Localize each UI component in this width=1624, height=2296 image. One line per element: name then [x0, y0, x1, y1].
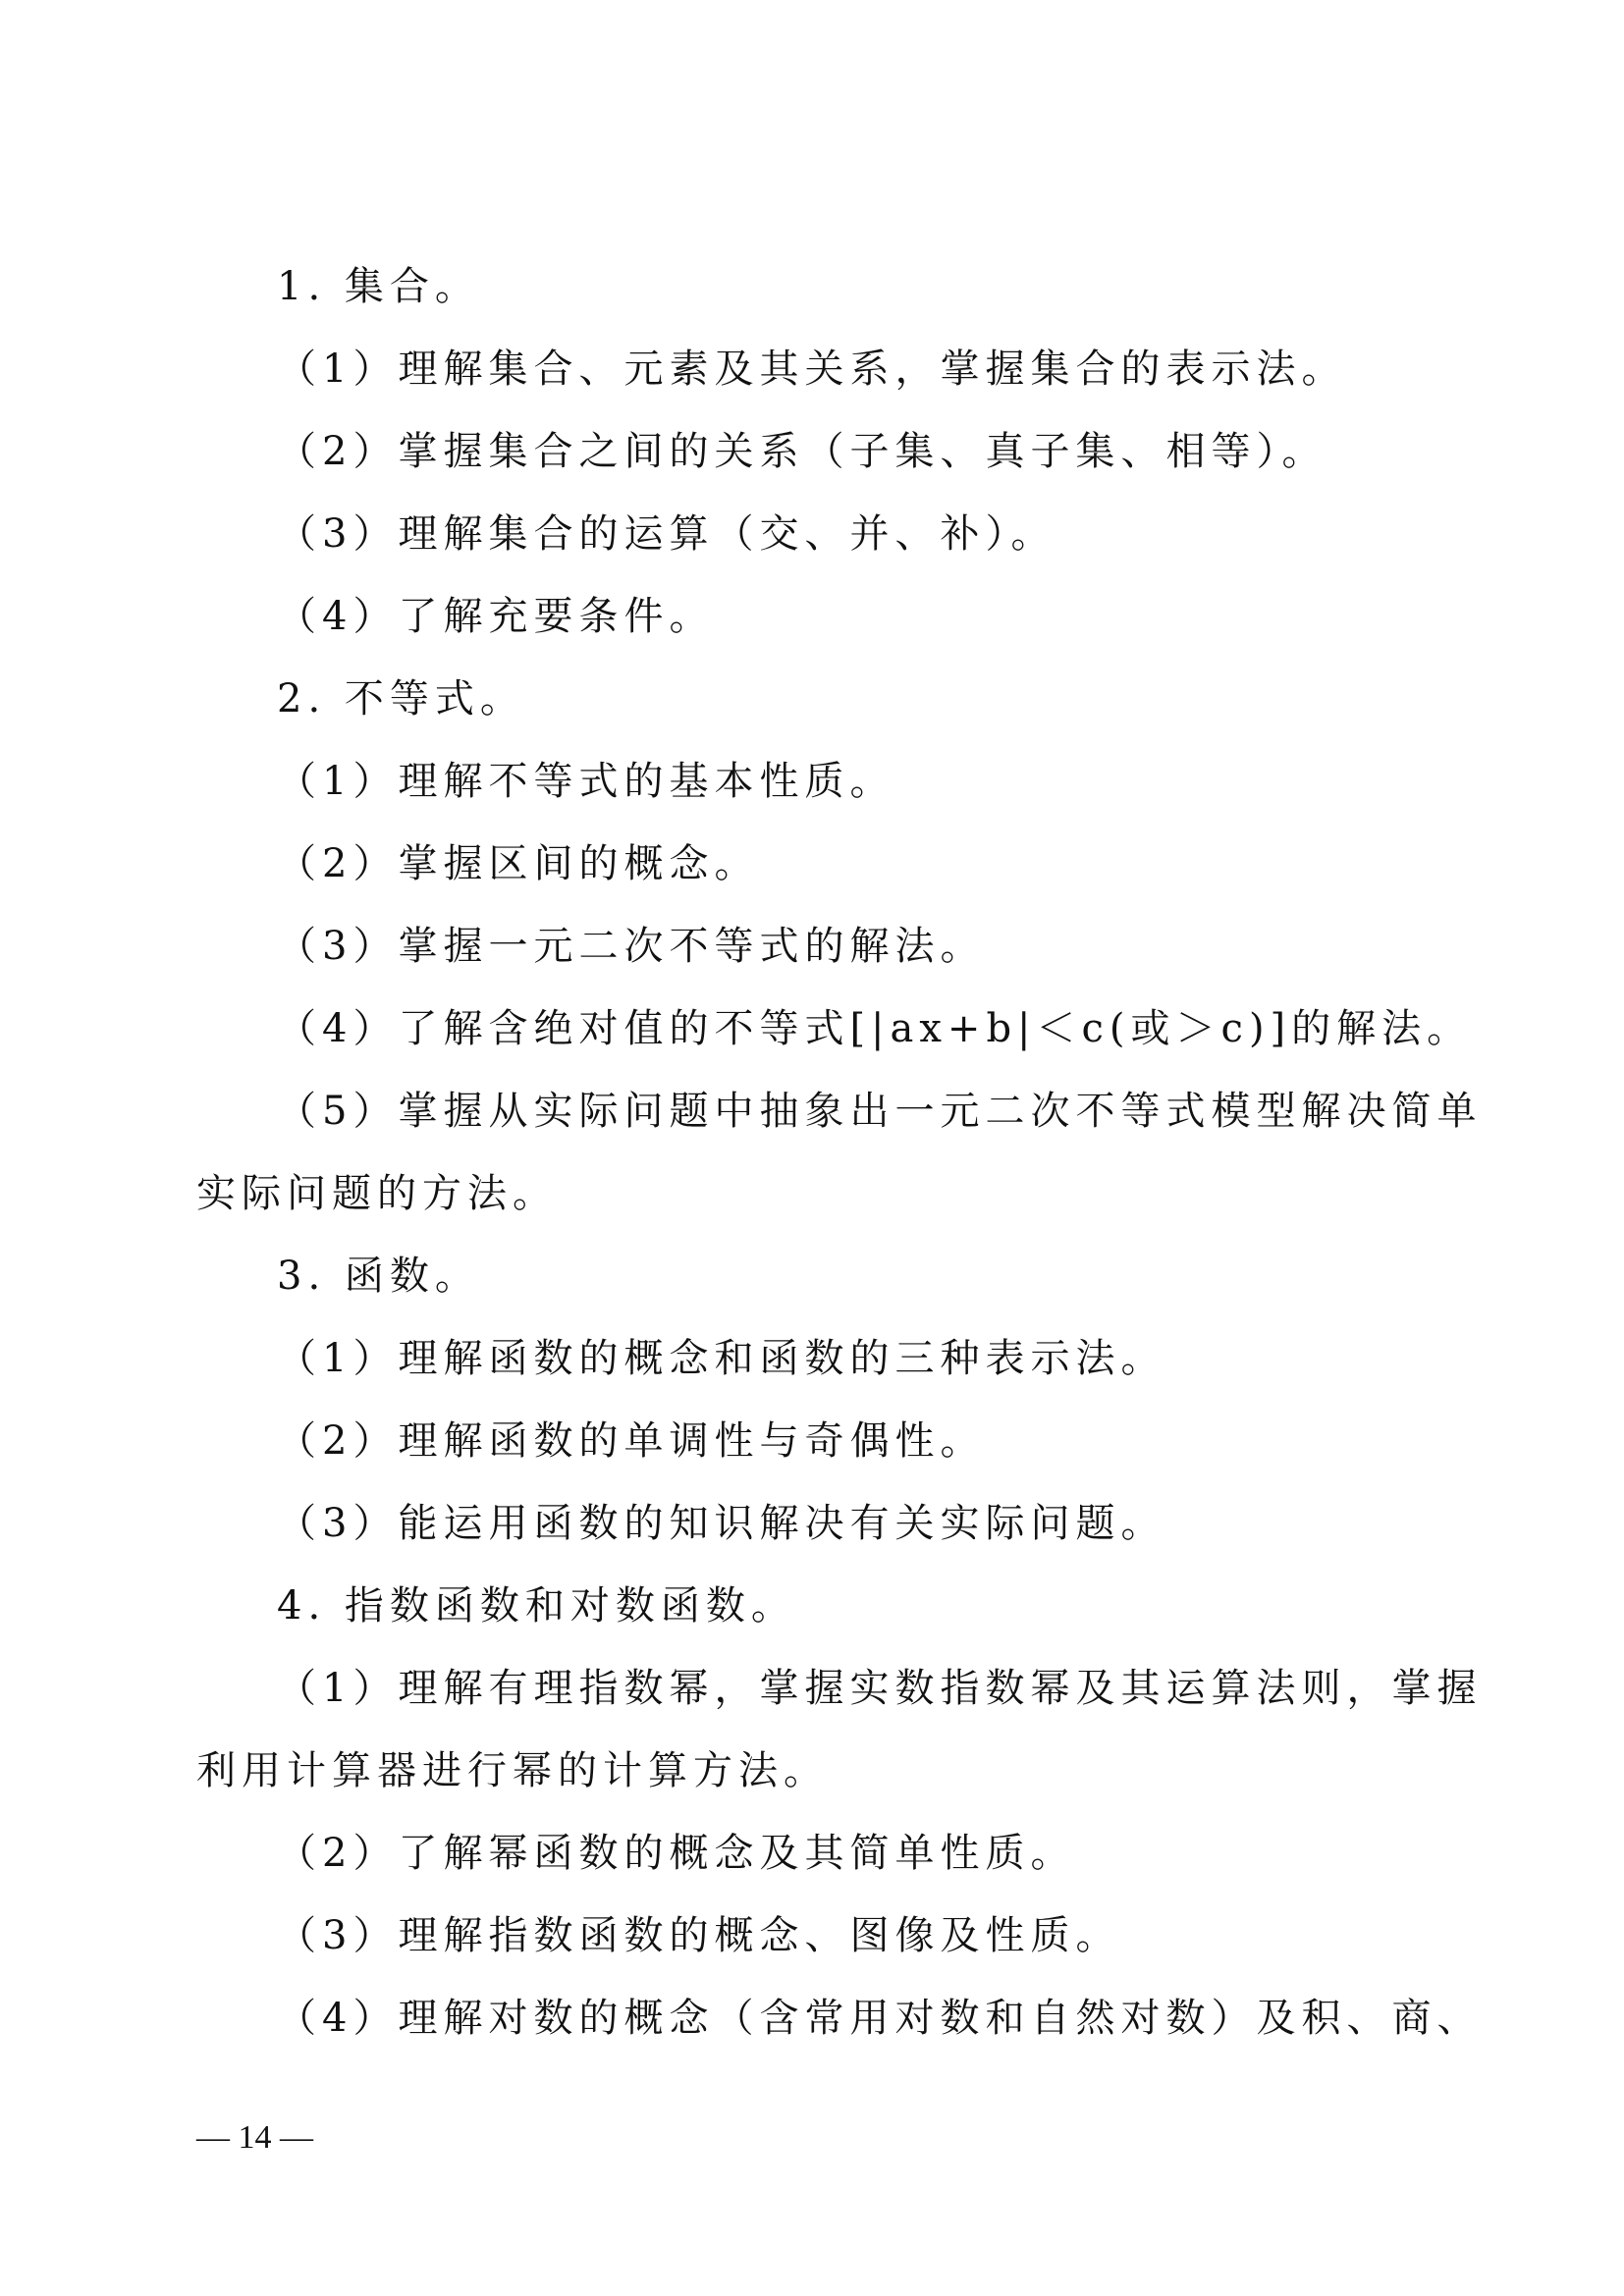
list-item: （2）掌握集合之间的关系（子集、真子集、相等）。: [277, 429, 1327, 474]
list-item: （4）了解含绝对值的不等式[|ax+b|＜c(或＞c)]的解法。: [277, 1006, 1473, 1051]
list-item: （1）理解函数的概念和函数的三种表示法。: [277, 1336, 1166, 1381]
list-item: （3）掌握一元二次不等式的解法。: [277, 924, 986, 969]
list-item: （1）理解不等式的基本性质。: [277, 759, 895, 804]
list-item: （3）理解集合的运算（交、并、补）。: [277, 511, 1056, 557]
list-item: （1）理解有理指数幂，掌握实数指数幂及其运算法则，掌握: [277, 1666, 1483, 1711]
list-item: （2）了解幂函数的概念及其简单性质。: [277, 1831, 1076, 1876]
list-item-continuation: 实际问题的方法。: [196, 1171, 558, 1216]
list-item-continuation: 利用计算器进行幂的计算方法。: [196, 1748, 829, 1793]
list-item: （3）能运用函数的知识解决有关实际问题。: [277, 1501, 1166, 1546]
page-number: — 14 —: [196, 2119, 313, 2156]
section-heading-functions: 3. 函数。: [277, 1254, 480, 1299]
list-item: （4）理解对数的概念（含常用对数和自然对数）及积、商、: [277, 1996, 1483, 2041]
list-item: （3）理解指数函数的概念、图像及性质。: [277, 1913, 1121, 1958]
list-item: （4）了解充要条件。: [277, 594, 715, 639]
list-item: （2）理解函数的单调性与奇偶性。: [277, 1418, 986, 1464]
section-heading-exp-log-functions: 4. 指数函数和对数函数。: [277, 1583, 796, 1629]
list-item: （2）掌握区间的概念。: [277, 841, 760, 886]
document-body: [196, 245, 1483, 2059]
section-heading-sets: 1. 集合。: [277, 264, 480, 309]
list-item: （1）理解集合、元素及其关系，掌握集合的表示法。: [277, 347, 1347, 392]
list-item: （5）掌握从实际问题中抽象出一元二次不等式模型解决简单: [277, 1089, 1483, 1134]
section-heading-inequalities: 2. 不等式。: [277, 676, 525, 721]
